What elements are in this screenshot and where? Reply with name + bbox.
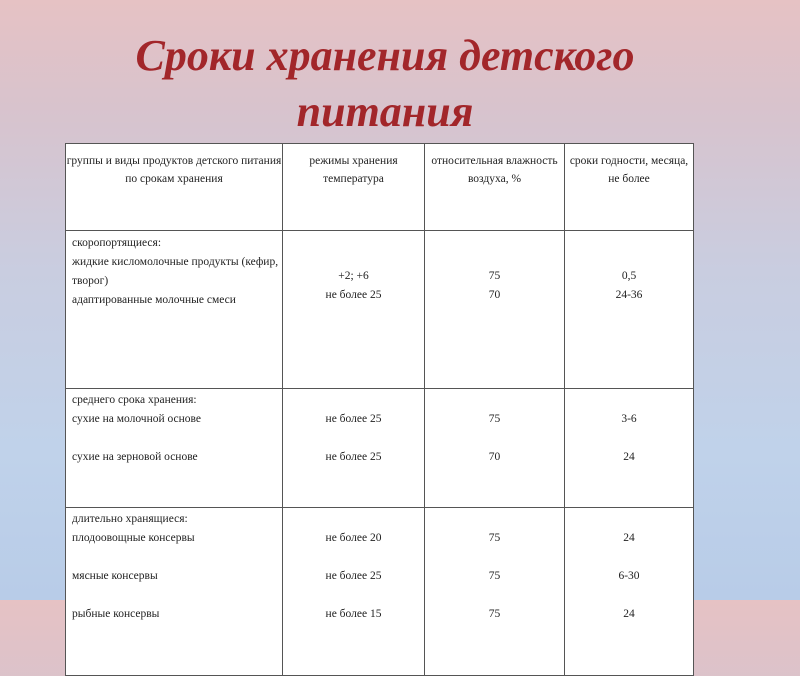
group-title: длительно хранящиеся: (72, 513, 188, 525)
temperature-value: не более 25 (325, 413, 382, 425)
shelf-life-cell (565, 231, 694, 389)
header-product-groups: группы и виды продуктов детского питания по срокам хранения (66, 144, 283, 231)
table-row (66, 389, 694, 508)
humidity-cell (425, 389, 565, 508)
shelf-life-value: 24 (623, 608, 635, 620)
title-line-2: питания (296, 87, 474, 136)
table-row (66, 231, 694, 389)
group-long-term-products (66, 508, 283, 676)
shelf-life-value: 0,5 (621, 270, 637, 282)
humidity-cell (425, 231, 565, 389)
temperature-cell (283, 508, 425, 676)
humidity-value: 75 (488, 270, 501, 282)
shelf-life-value: 3-6 (621, 413, 637, 425)
table-row (66, 508, 694, 676)
humidity-value: 70 (488, 289, 501, 301)
product-item: адаптированные молочные смеси (72, 294, 236, 306)
temperature-value: +2; +6 (338, 270, 369, 282)
product-item: жидкие кисломолочные продукты (кефир, творог) (72, 256, 279, 287)
temperature-value: не более 25 (325, 570, 382, 582)
header-shelf-life: сроки годности, месяца, не более (565, 144, 694, 231)
temperature-value: не более 15 (325, 608, 382, 620)
page-title (0, 28, 770, 140)
humidity-cell (425, 508, 565, 676)
product-item: сухие на зерновой основе (72, 451, 198, 463)
humidity-value: 75 (488, 608, 501, 620)
humidity-value: 75 (488, 570, 501, 582)
shelf-life-cell (565, 389, 694, 508)
group-medium-term-products (66, 389, 283, 508)
temperature-value: не более 25 (325, 289, 382, 301)
humidity-value: 75 (488, 413, 501, 425)
shelf-life-value: 24 (623, 532, 635, 544)
storage-table (65, 143, 694, 676)
temperature-value: не более 20 (325, 532, 382, 544)
group-title: скоропортящиеся: (72, 237, 162, 249)
temperature-cell (283, 389, 425, 508)
group-title: среднего срока хранения: (72, 394, 197, 406)
humidity-value: 75 (488, 532, 501, 544)
title-line-1: Сроки хранения детского (135, 31, 635, 80)
product-item: сухие на молочной основе (72, 413, 202, 425)
humidity-value: 70 (488, 451, 501, 463)
product-item: рыбные консервы (72, 608, 160, 620)
product-item: плодоовощные консервы (72, 532, 195, 544)
shelf-life-value: 6-30 (618, 570, 640, 582)
shelf-life-cell (565, 508, 694, 676)
temperature-value: не более 25 (325, 451, 382, 463)
temperature-cell (283, 231, 425, 389)
shelf-life-value: 24-36 (615, 289, 643, 301)
group-perishable-products (66, 231, 283, 389)
header-humidity: относительная влажность воздуха, % (425, 144, 565, 231)
shelf-life-value: 24 (623, 451, 635, 463)
header-temperature: режимы хранения температура (283, 144, 425, 231)
product-item: мясные консервы (72, 570, 158, 582)
table-header-row (66, 144, 694, 231)
